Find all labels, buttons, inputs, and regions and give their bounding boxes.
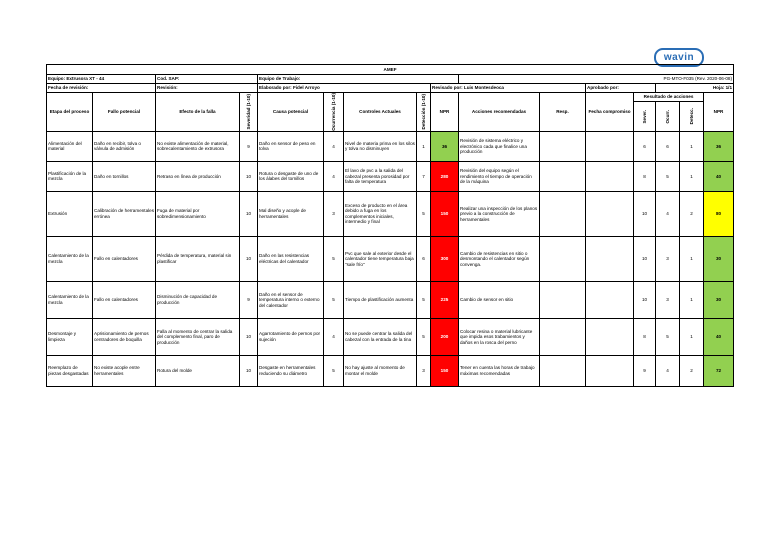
etapa-cell: Alimentación del material [47, 131, 93, 161]
amef-table [46, 64, 734, 387]
fallo-cell: Fallo en calentadores [93, 236, 156, 281]
header-causa: Causa potencial [258, 93, 324, 132]
header-ocurr-text: Ocurr. [664, 109, 670, 124]
severidad-cell: 9 [240, 131, 258, 161]
detecc-result-cell: 1 [680, 236, 704, 281]
header-resp: Resp. [540, 93, 586, 132]
etapa-cell: Calentamiento de la mezcla [47, 236, 93, 281]
sever-result-cell: 6 [634, 131, 656, 161]
acciones-cell: Tener en cuenta las horas de trabajo máximas recomendadas [459, 355, 540, 386]
causa-cell: Rotura o desgaste de uno de los álabes del tornillos [258, 161, 324, 191]
efecto-cell: Falla al momento de centrar la salida del complemento final, paro de producción [156, 318, 240, 355]
etapa-cell: Plastificación de la mezcla [47, 161, 93, 191]
header-ocurrencia [324, 93, 344, 132]
ocurr-result-cell: 3 [656, 281, 680, 318]
header-etapa: Etapa del proceso [47, 93, 93, 132]
npr-result-cell: 30 [704, 281, 734, 318]
ocurrencia-cell: 4 [324, 131, 344, 161]
severidad-cell: 10 [240, 191, 258, 236]
causa-cell: Daño en sensor de peso en tolva [258, 131, 324, 161]
causa-cell: Daño en las resistencias eléctricas del calentador [258, 236, 324, 281]
resp-cell [540, 281, 586, 318]
acciones-cell: Cambio de sensor en sitio [459, 281, 540, 318]
fallo-cell: No existe acople entre herramentales [93, 355, 156, 386]
sever-result-cell: 10 [634, 281, 656, 318]
npr-cell: 225 [431, 281, 459, 318]
deteccion-cell: 5 [417, 318, 431, 355]
deteccion-cell: 5 [417, 281, 431, 318]
resp-cell [540, 236, 586, 281]
causa-cell: Desgaste en herramentales reduciendo su diámetro [258, 355, 324, 386]
header-severidad [240, 93, 258, 132]
npr-result-cell: 36 [704, 131, 734, 161]
header-detecc-text: Detecc. [688, 108, 694, 125]
header-fallo: Fallo potencial [93, 93, 156, 132]
efecto-cell: Retraso en línea de producción [156, 161, 240, 191]
severidad-cell: 10 [240, 318, 258, 355]
fecha-cell [586, 131, 634, 161]
header-efecto: Efecto de la falla [156, 93, 240, 132]
efecto-cell: No existe alimentación de material, sobrecalentamiento de extrusora [156, 131, 240, 161]
acciones-cell: Cambio de resistencias en sitio o desmontando el calentador según convenga. [459, 236, 540, 281]
etapa-cell: Calentamiento de la mezcla [47, 281, 93, 318]
fecha-revision-label: Fecha de revisión: [47, 84, 156, 93]
efecto-cell: Rotura del molde [156, 355, 240, 386]
header-severidad-text: Severidad (1-10) [245, 94, 251, 130]
resp-cell [540, 318, 586, 355]
aprobado-label: Aprobado por: [586, 84, 656, 93]
table-row [47, 191, 734, 236]
efecto-cell: Fuga de material por sobredimensionamiento [156, 191, 240, 236]
table-row [47, 236, 734, 281]
table-row [47, 131, 734, 161]
resp-cell [540, 131, 586, 161]
controles-cell: Nivel de materia prima en los silos y tolva no disminuyen [344, 131, 417, 161]
equipo-trabajo-label: Equipo de Trabajo: [258, 75, 459, 84]
hoja-label: Hoja: 1/1 [656, 84, 734, 93]
header-ocurr [656, 102, 680, 132]
efecto-cell: Disminución de capacidad de producción [156, 281, 240, 318]
npr-result-cell: 72 [704, 355, 734, 386]
ocurrencia-cell: 5 [324, 281, 344, 318]
table-row [47, 161, 734, 191]
header-acciones: Acciones recomendadas [459, 93, 540, 132]
controles-cell: Pvc que sale al exterior desde el calentador tiene temperatura baja "sale frío" [344, 236, 417, 281]
header-sever [634, 102, 656, 132]
ocurr-result-cell: 3 [656, 236, 680, 281]
fallo-cell: Daño en tornillos [93, 161, 156, 191]
causa-cell: Daño en el sensor de temperatura interno o externo del calentador [258, 281, 324, 318]
controles-cell: No se puede centrar la salida del cabezal con la entrada de la tina [344, 318, 417, 355]
ocurrencia-cell: 4 [324, 161, 344, 191]
deteccion-cell: 3 [417, 355, 431, 386]
equipo-label: Equipo: Extrusora XT - 44 [47, 75, 156, 84]
fecha-cell [586, 191, 634, 236]
fecha-cell [586, 281, 634, 318]
fallo-cell: Calibración de herramentales errónea [93, 191, 156, 236]
npr-cell: 150 [431, 191, 459, 236]
ocurrencia-cell: 5 [324, 355, 344, 386]
fallo-cell: Fallo en calentadores [93, 281, 156, 318]
npr-cell: 280 [431, 161, 459, 191]
npr-result-cell: 40 [704, 161, 734, 191]
fecha-cell [586, 161, 634, 191]
ocurr-result-cell: 4 [656, 191, 680, 236]
header-deteccion [417, 93, 431, 132]
etapa-cell: Extrusión [47, 191, 93, 236]
sever-result-cell: 10 [634, 236, 656, 281]
wavin-logo: wavin [654, 48, 704, 67]
npr-cell: 200 [431, 318, 459, 355]
fecha-cell [586, 355, 634, 386]
npr-result-cell: 30 [704, 236, 734, 281]
amef-rows [47, 131, 734, 386]
header-resultado: Resultado de acciones [634, 93, 704, 102]
npr-result-cell: 40 [704, 318, 734, 355]
severidad-cell: 10 [240, 355, 258, 386]
fallo-cell: Daño en recibir, tolva o válvula de admisión [93, 131, 156, 161]
detecc-result-cell: 1 [680, 281, 704, 318]
npr-result-cell: 80 [704, 191, 734, 236]
fecha-cell [586, 318, 634, 355]
severidad-cell: 10 [240, 236, 258, 281]
ocurr-result-cell: 6 [656, 131, 680, 161]
deteccion-cell: 6 [417, 236, 431, 281]
detecc-result-cell: 1 [680, 131, 704, 161]
causa-cell: Agarrotamiento de pernos por sujeción [258, 318, 324, 355]
resp-cell [540, 355, 586, 386]
acciones-cell: Revisión de sistema eléctrico y electrónico cada que finalice una producción [459, 131, 540, 161]
ocurr-result-cell: 5 [656, 318, 680, 355]
npr-cell: 300 [431, 236, 459, 281]
sever-result-cell: 8 [634, 318, 656, 355]
deteccion-cell: 7 [417, 161, 431, 191]
header-fecha-compromiso: Fecha compromiso [586, 93, 634, 132]
detecc-result-cell: 2 [680, 355, 704, 386]
cod-sap-label: Cod. SAP: [156, 75, 258, 84]
acciones-cell: Realizar una inspección de los planos previo a la construcción de herramentales [459, 191, 540, 236]
acciones-cell: Revisión del equipo según el rendimiento el tiempo de operación de la máquina [459, 161, 540, 191]
fecha-cell [586, 236, 634, 281]
revision-code: PG-MTO-F035 (Rev. 2020-06-08) [459, 75, 734, 84]
npr-cell: 150 [431, 355, 459, 386]
header-deteccion-text: Detección (1-10) [420, 94, 426, 130]
header-npr-result: NPR [704, 93, 734, 132]
header-detecc [680, 102, 704, 132]
detecc-result-cell: 2 [680, 191, 704, 236]
efecto-cell: Pérdida de temperatura, material sin plastificar [156, 236, 240, 281]
deteccion-cell: 1 [417, 131, 431, 161]
acciones-cell: Colocar resina o material lubricante que impida esos trabamientos y daños en la rosca del perno [459, 318, 540, 355]
controles-cell: El lavo de pvc a la salida del cabezal presenta porosidad por falta de temperatura [344, 161, 417, 191]
document-title: AMEF [47, 65, 734, 75]
header-sever-text: Sever. [641, 109, 647, 124]
revision-label: Revisión: [156, 84, 258, 93]
npr-cell: 36 [431, 131, 459, 161]
header-ocurrencia-text: Ocurrencia (1-10) [330, 93, 336, 131]
severidad-cell: 10 [240, 161, 258, 191]
ocurr-result-cell: 4 [656, 355, 680, 386]
resp-cell [540, 161, 586, 191]
ocurrencia-cell: 3 [324, 191, 344, 236]
header-controles: Controles Actuales [344, 93, 417, 132]
ocurrencia-cell: 4 [324, 318, 344, 355]
etapa-cell: Reemplazo de piezas desgastadas [47, 355, 93, 386]
table-row [47, 281, 734, 318]
controles-cell: No hay ajuste al momento de montar el molde [344, 355, 417, 386]
sever-result-cell: 9 [634, 355, 656, 386]
header-npr: NPR [431, 93, 459, 132]
ocurr-result-cell: 5 [656, 161, 680, 191]
severidad-cell: 9 [240, 281, 258, 318]
ocurrencia-cell: 5 [324, 236, 344, 281]
detecc-result-cell: 1 [680, 318, 704, 355]
revisado-label: Revisado por: Luis Montesdeoca [431, 84, 586, 93]
controles-cell: Tiempo de plastificación aumenta [344, 281, 417, 318]
detecc-result-cell: 1 [680, 161, 704, 191]
table-row [47, 355, 734, 386]
causa-cell: Mal diseño y acople de herramentales [258, 191, 324, 236]
resp-cell [540, 191, 586, 236]
controles-cell: Exceso de producto en el área debido a fuga en los complementos iniciales, intermedio y final [344, 191, 417, 236]
etapa-cell: Desmontaje y limpieza [47, 318, 93, 355]
deteccion-cell: 5 [417, 191, 431, 236]
fallo-cell: Aprisionamiento de pernos centradores de boquilla [93, 318, 156, 355]
sever-result-cell: 10 [634, 191, 656, 236]
elaborado-label: Elaborado por: Fidel Arroyo [258, 84, 431, 93]
table-row [47, 318, 734, 355]
sever-result-cell: 8 [634, 161, 656, 191]
